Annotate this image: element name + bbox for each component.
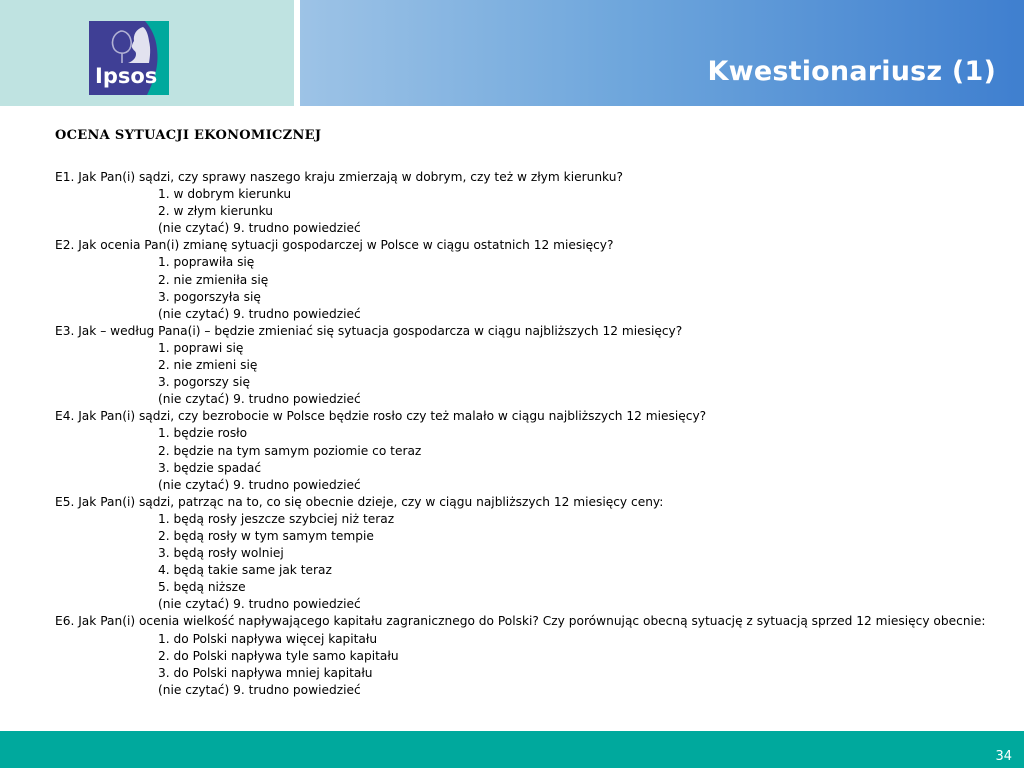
answer-option: 1. będzie rosło — [158, 426, 248, 441]
answer-option: (nie czytać) 9. trudno powiedzieć — [158, 306, 361, 321]
section-heading: OCENA SYTUACJI EKONOMICZNEJ — [55, 128, 322, 143]
question-block — [55, 494, 1020, 614]
question-text: E4. Jak Pan(i) sądzi, czy bezrobocie w Polsce będzie rosło czy też malało w ciągu najbliższych 12 miesięcy? — [55, 409, 707, 424]
ipsos-logo — [89, 21, 169, 95]
question-text: E2. Jak ocenia Pan(i) zmianę sytuacji gospodarczej w Polsce w ciągu ostatnich 12 miesięcy? — [55, 238, 614, 253]
answer-option: 1. będą rosły jeszcze szybciej niż teraz — [158, 511, 395, 526]
question-text: E6. Jak Pan(i) ocenia wielkość napływającego kapitału zagranicznego do Polski? Czy porównując obecną sytuację z sytuacją sprzed 12 miesięcy obecnie: — [55, 614, 986, 629]
answer-option: (nie czytać) 9. trudno powiedzieć — [158, 597, 361, 612]
header-divider — [0, 106, 1024, 108]
title-panel — [300, 0, 1024, 108]
page-number: 34 — [995, 749, 1012, 764]
logo-panel — [0, 0, 294, 108]
answer-option: (nie czytać) 9. trudno powiedzieć — [158, 682, 361, 697]
answer-option: 1. poprawi się — [158, 340, 244, 355]
answer-option: 5. będą niższe — [158, 580, 246, 595]
question-text: E3. Jak – według Pana(i) – będzie zmieniać się sytuacja gospodarcza w ciągu najbliższych 12 miesięcy? — [55, 323, 683, 338]
answer-option: 2. będą rosły w tym samym tempie — [158, 528, 374, 543]
question-block — [55, 613, 1020, 698]
logo-wordmark: Ipsos — [95, 64, 158, 88]
question-block — [55, 237, 1020, 322]
answer-option: 1. poprawiła się — [158, 255, 255, 270]
answer-option: 2. nie zmieni się — [158, 358, 258, 373]
slide-header — [0, 0, 1024, 108]
question-block — [55, 323, 1020, 408]
question-block — [55, 169, 1020, 237]
question-block — [55, 408, 1020, 493]
page-title: Kwestionariusz (1) — [707, 56, 996, 87]
answer-option: (nie czytać) 9. trudno powiedzieć — [158, 392, 361, 407]
questionnaire-content — [55, 127, 1020, 699]
answer-option: 3. pogorszy się — [158, 375, 250, 390]
question-list — [55, 169, 1020, 699]
answer-option: 2. będzie na tym samym poziomie co teraz — [158, 443, 422, 458]
answer-option: (nie czytać) 9. trudno powiedzieć — [158, 221, 361, 236]
question-text: E5. Jak Pan(i) sądzi, patrząc na to, co się obecnie dzieje, czy w ciągu najbliższych 12 miesięcy ceny: — [55, 494, 664, 509]
answer-option: 2. nie zmieniła się — [158, 272, 269, 287]
answer-option: 2. w złym kierunku — [158, 204, 273, 219]
answer-option: 3. do Polski napływa mniej kapitału — [158, 665, 373, 680]
answer-option: 2. do Polski napływa tyle samo kapitału — [158, 648, 399, 663]
slide-footer — [0, 731, 1024, 768]
answer-option: (nie czytać) 9. trudno powiedzieć — [158, 477, 361, 492]
answer-option: 3. będą rosły wolniej — [158, 546, 284, 561]
answer-option: 1. do Polski napływa więcej kapitału — [158, 631, 378, 646]
question-text: E1. Jak Pan(i) sądzi, czy sprawy naszego kraju zmierzają w dobrym, czy też w złym kierunku? — [55, 170, 623, 184]
answer-option: 3. pogorszyła się — [158, 289, 261, 304]
answer-option: 4. będą takie same jak teraz — [158, 563, 332, 578]
answer-option: 1. w dobrym kierunku — [158, 187, 292, 202]
answer-option: 3. będzie spadać — [158, 460, 262, 475]
